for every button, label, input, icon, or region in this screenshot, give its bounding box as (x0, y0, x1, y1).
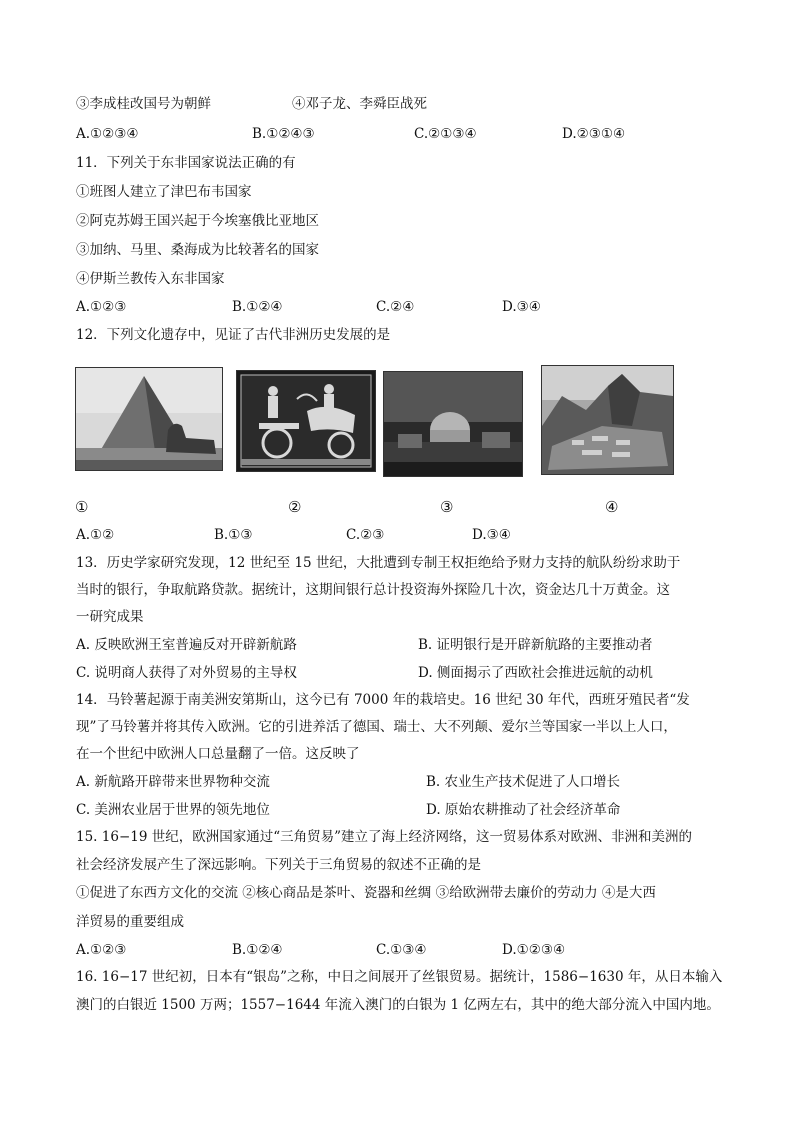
chariot-painting-image (236, 370, 376, 472)
q11-option-a[interactable]: A.①②③ (76, 299, 127, 315)
q10-option-b[interactable]: B.①②④③ (252, 126, 315, 142)
q11-stem: 11．下列关于东非国家说法正确的有 (76, 155, 296, 171)
q11-item-2: ②阿克苏姆王国兴起于今埃塞俄比亚地区 (76, 213, 319, 229)
q15-stem-line-1: 15. 16−19 世纪，欧洲国家通过“三角贸易”建立了海上经济网络，这一贸易体系对欧洲、非洲和美洲的 (76, 829, 693, 845)
q11-option-c[interactable]: C.②④ (376, 299, 415, 315)
q11-option-b[interactable]: B.①②④ (232, 299, 283, 315)
q12-stem: 12．下列文化遗存中，见证了古代非洲历史发展的是 (76, 327, 391, 343)
ruins-image (383, 371, 523, 477)
q15-options (76, 941, 736, 959)
q10-item-3: ③李成桂改国号为朝鲜 (76, 96, 211, 112)
q14-options-row-1 (76, 773, 736, 791)
q10-option-c[interactable]: C.②①③④ (414, 126, 477, 142)
q10-option-d[interactable]: D.②③①④ (562, 126, 626, 142)
q12-option-a[interactable]: A.①② (76, 527, 115, 543)
q14-stem-line-1: 14．马铃薯起源于南美洲安第斯山，这今已有 7000 年的栽培史。16 世纪 30 年代，西班牙殖民者“发 (76, 692, 690, 708)
q12-options (76, 526, 736, 544)
q14-option-a[interactable]: A. 新航路开辟带来世界物种交流 (76, 774, 270, 790)
q15-stem-line-2: 社会经济发展产生了深远影响。下列关于三角贸易的叙述不正确的是 (76, 857, 481, 873)
q15-items-line-1: ①促进了东西方文化的交流 ②核心商品是茶叶、瓷器和丝绸 ③给欧洲带去廉价的劳动力 ④是大西 (76, 885, 656, 901)
q15-option-c[interactable]: C.①③④ (376, 942, 427, 958)
q13-option-d[interactable]: D. 侧面揭示了西欧社会推进远航的动机 (418, 665, 653, 681)
image-label-4: ④ (605, 498, 619, 516)
q13-option-a[interactable]: A. 反映欧洲王室普遍反对开辟新航路 (76, 637, 297, 653)
q10-option-a[interactable]: A.①②③④ (76, 126, 139, 142)
q10-item-4: ④邓子龙、李舜臣战死 (292, 96, 427, 112)
q14-stem-line-3: 在一个世纪中欧洲人口总量翻了一倍。这反映了 (76, 746, 360, 762)
q12-option-d[interactable]: D.③④ (472, 527, 511, 543)
image-label-1: ① (75, 498, 89, 516)
q15-option-d[interactable]: D.①②③④ (502, 942, 566, 958)
q15-option-a[interactable]: A.①②③ (76, 942, 127, 958)
q15-option-b[interactable]: B.①②④ (232, 942, 283, 958)
q13-stem-line-3: 一研究成果 (76, 609, 144, 625)
q14-options-row-2 (76, 801, 736, 819)
q14-stem-line-2: 现”了马铃薯并将其传入欧洲。它的引进养活了德国、瑞士、大不列颠、爱尔兰等国家一半以上人口， (76, 719, 677, 735)
q12-option-b[interactable]: B.①③ (214, 527, 253, 543)
q16-stem-line-2: 澳门的白银近 1500 万两；1557−1644 年流入澳门的白银为 1 亿两左右，其中的绝大部分流入中国内地。 (76, 997, 720, 1013)
q13-options-row-1 (76, 636, 736, 654)
q10-options (76, 125, 736, 143)
q13-stem-line-1: 13．历史学家研究发现，12 世纪至 15 世纪，大批遭到专制王权拒绝给予财力支持的航队纷纷求助于 (76, 555, 681, 571)
image-label-2: ② (288, 498, 302, 516)
q12-option-c[interactable]: C.②③ (346, 527, 385, 543)
q11-item-1: ①班图人建立了津巴布韦国家 (76, 184, 252, 200)
q13-option-c[interactable]: C. 说明商人获得了对外贸易的主导权 (76, 665, 297, 681)
q13-stem-line-2: 当时的银行，争取航路贷款。据统计，这期间银行总计投资海外探险几十次，资金达几十万黄金。这 (76, 582, 670, 598)
q14-option-b[interactable]: B. 农业生产技术促进了人口增长 (426, 774, 621, 790)
q14-option-c[interactable]: C. 美洲农业居于世界的领先地位 (76, 802, 270, 818)
q11-options (76, 298, 736, 316)
q15-items-line-2: 洋贸易的重要组成 (76, 914, 184, 930)
image-label-3: ③ (440, 498, 454, 516)
q11-option-d[interactable]: D.③④ (502, 299, 541, 315)
mountain-citadel-image (541, 365, 674, 475)
q14-option-d[interactable]: D. 原始农耕推动了社会经济革命 (426, 802, 621, 818)
pyramid-sphinx-image (75, 367, 223, 471)
q16-stem-line-1: 16. 16−17 世纪初，日本有“银岛”之称，中日之间展开了丝银贸易。据统计，1586−1630 年，从日本输入 (76, 969, 723, 985)
q13-options-row-2 (76, 664, 736, 682)
q11-item-4: ④伊斯兰教传入东非国家 (76, 271, 225, 287)
q13-option-b[interactable]: B. 证明银行是开辟新航路的主要推动者 (418, 637, 653, 653)
q11-item-3: ③加纳、马里、桑海成为比较著名的国家 (76, 242, 319, 258)
